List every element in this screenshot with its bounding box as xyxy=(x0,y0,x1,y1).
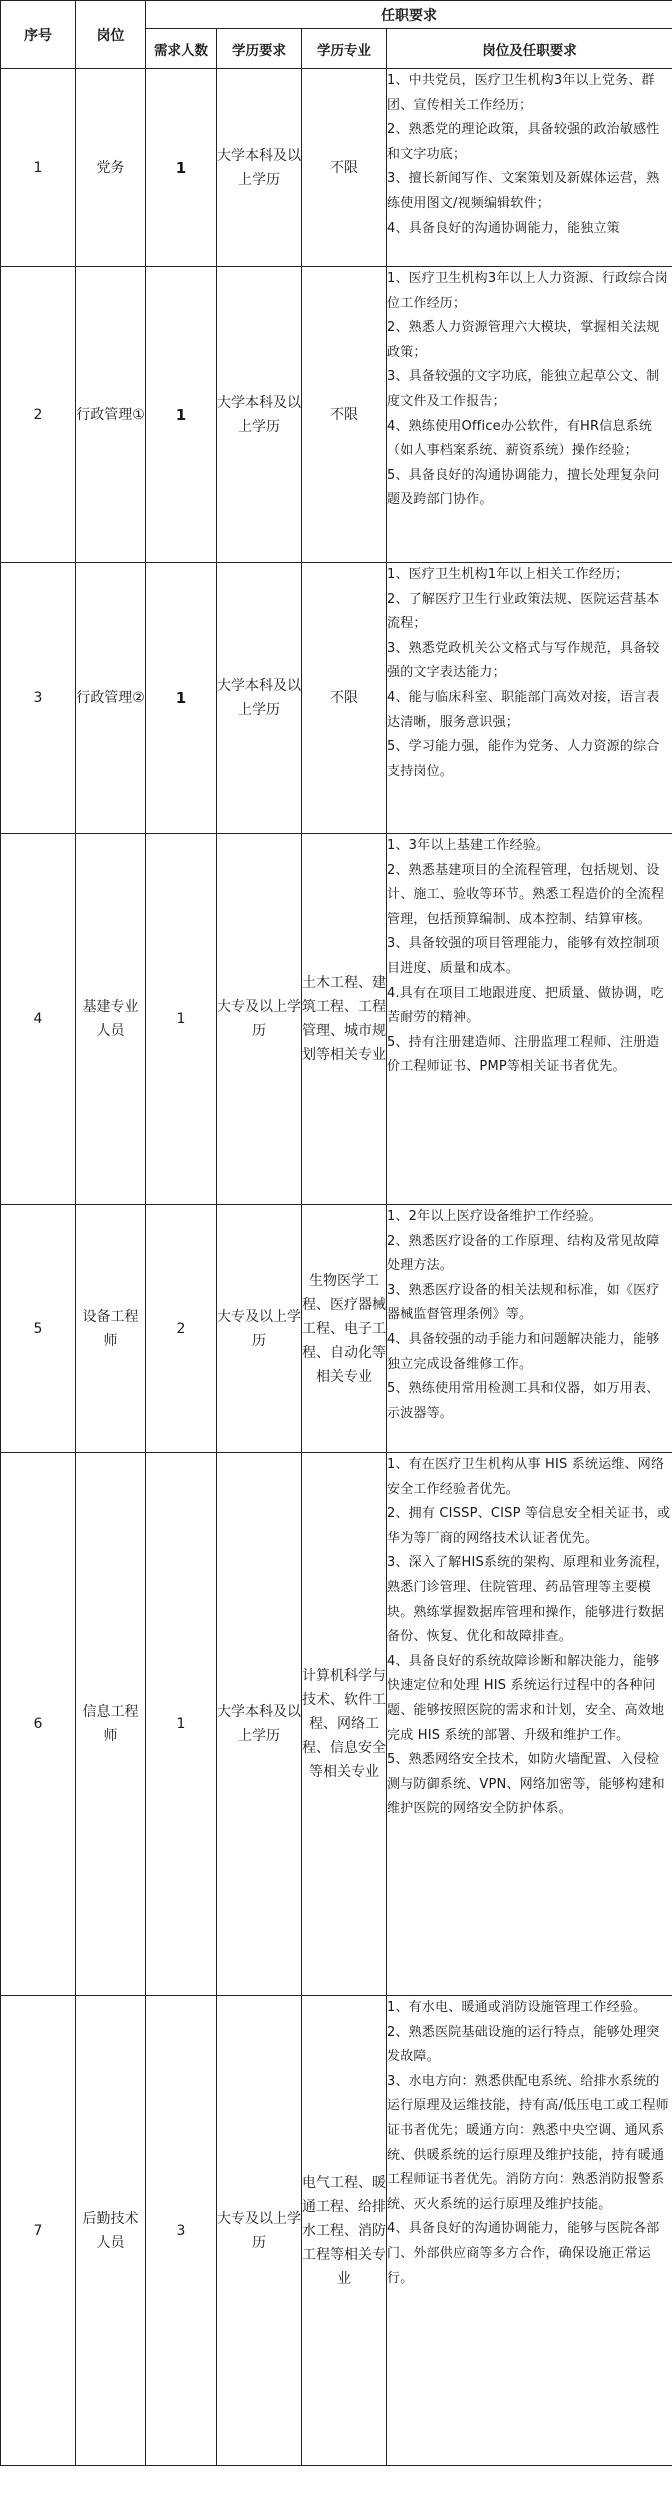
requirement-line: 3、具备较强的项目管理能力，能够有效控制项目进度、质量和成本。 xyxy=(387,936,660,976)
row-requirements xyxy=(387,563,672,834)
row-requirements xyxy=(387,1996,672,2466)
row-major: 生物医学工程、医疗器械工程、电子工程、自动化等相关专业 xyxy=(302,1205,387,1453)
requirement-line: 5、熟悉网络安全技术，如防火墙配置、入侵检测与防御系统、VPN、网络加密等，能够构建和维护医院的网络安全防护体系。 xyxy=(387,1752,665,1817)
requirement-line: 3、具备较强的文字功底，能独立起草公文、制度文件及工作报告； xyxy=(387,369,660,409)
row-requirements xyxy=(387,1205,672,1453)
requirement-line: 3、擅长新闻写作、文案策划及新媒体运营，熟练使用图文/视频编辑软件； xyxy=(387,171,660,211)
row-headcount: 1 xyxy=(146,267,217,563)
requirement-line: 2、了解医疗卫生行业政策法规、医院运营基本流程； xyxy=(387,591,660,632)
requirement-line: 2、熟悉医疗设备的工作原理、结构及常见故障处理方法。 xyxy=(387,1233,660,1274)
row-headcount: 3 xyxy=(146,1996,217,2466)
requirement-line: 3、熟悉医疗设备的相关法规和标准，如《医疗器械监督管理条例》等。 xyxy=(387,1282,660,1323)
row-index: 3 xyxy=(1,563,76,834)
row-headcount: 1 xyxy=(146,563,217,834)
row-education: 大专及以上学历 xyxy=(217,1996,302,2466)
row-major: 土木工程、建筑工程、工程管理、城市规划等相关专业 xyxy=(302,834,387,1205)
row-position: 党务 xyxy=(76,69,146,267)
row-headcount: 1 xyxy=(146,1453,217,1996)
table-row xyxy=(1,563,672,834)
row-major: 电气工程、暖通工程、给排水工程、消防工程等相关专业 xyxy=(302,1996,387,2466)
requirement-line: 4、具备良好的系统故障诊断和解决能力，能够快速定位和处理 HIS 系统运行过程中的各种问题、能够按照医院的需求和计划，安全、高效地完成 HIS 系统的部署、升级和维护工作。 xyxy=(387,1653,665,1743)
col-education-header: 学历要求 xyxy=(217,29,302,69)
row-education: 大学本科及以上学历 xyxy=(217,563,302,834)
row-position: 行政管理② xyxy=(76,563,146,834)
row-requirements xyxy=(387,1453,672,1996)
col-headcount-header: 需求人数 xyxy=(146,29,217,69)
row-headcount: 2 xyxy=(146,1205,217,1453)
row-headcount: 1 xyxy=(146,69,217,267)
row-index: 5 xyxy=(1,1205,76,1453)
requirement-line: 4、具备良好的沟通协调能力，能独立策 xyxy=(387,220,620,236)
row-index: 1 xyxy=(1,69,76,267)
requirement-line: 3、水电方向：熟悉供配电系统、给排水系统的运行原理及运维技能，持有高/低压电工或工程师证书者优先；暖通方向：熟悉中央空调、通风系统、供暖系统的运行原理及维护技能，持有暖通工程师证书者优先。消防方向：熟悉消防报警系统、灭火系统的运行原理及维护技能。 xyxy=(387,2073,669,2212)
table-row xyxy=(1,1205,672,1453)
row-education: 大专及以上学历 xyxy=(217,1205,302,1453)
row-requirements xyxy=(387,69,672,267)
row-requirements xyxy=(387,834,672,1205)
col-group-header: 任职要求 xyxy=(146,1,672,29)
requirement-line: 3、熟悉党政机关公文格式与写作规范，具备较强的文字表达能力； xyxy=(387,640,660,681)
row-position: 后勤技术人员 xyxy=(76,1996,146,2466)
row-major: 不限 xyxy=(302,267,387,563)
requirement-line: 1、有在医疗卫生机构从事 HIS 系统运维、网络安全工作经验者优先。 xyxy=(387,1457,665,1497)
row-education: 大学本科及以上学历 xyxy=(217,1453,302,1996)
table-row xyxy=(1,1453,672,1996)
row-education: 大学本科及以上学历 xyxy=(217,69,302,267)
row-index: 2 xyxy=(1,267,76,563)
requirement-line: 2、熟悉人力资源管理六大模块，掌握相关法规政策； xyxy=(387,320,660,360)
row-position: 行政管理① xyxy=(76,267,146,563)
row-index: 4 xyxy=(1,834,76,1205)
requirement-line: 1、2年以上医疗设备维护工作经验。 xyxy=(387,1209,602,1224)
col-major-header: 学历专业 xyxy=(302,29,387,69)
row-education: 大学本科及以上学历 xyxy=(217,267,302,563)
table-row xyxy=(1,1996,672,2466)
requirement-line: 5、具备良好的沟通协调能力，擅长处理复杂问题及跨部门协作。 xyxy=(387,467,660,508)
row-major: 不限 xyxy=(302,563,387,834)
row-position: 基建专业人员 xyxy=(76,834,146,1205)
requirement-line: 4、能与临床科室、职能部门高效对接，语言表达清晰，服务意识强； xyxy=(387,689,660,730)
requirement-line: 2、熟悉党的理论政策，具备较强的政治敏感性和文字功底； xyxy=(387,122,660,162)
requirement-line: 1、有水电、暖通或消防设施管理工作经验。 xyxy=(387,2000,647,2015)
requirement-line: 4、熟练使用Office办公软件，有HR信息系统（如人事档案系统、薪资系统）操作经验； xyxy=(387,418,653,459)
requirement-line: 1、医疗卫生机构3年以上人力资源、行政综合岗位工作经历； xyxy=(387,271,668,311)
row-major: 不限 xyxy=(302,69,387,267)
requirement-line: 2、熟悉基建项目的全流程管理，包括规划、设计、施工、验收等环节。熟悉工程造价的全流程管理，包括预算编制、成本控制、结算审核。 xyxy=(387,862,665,927)
table-row xyxy=(1,834,672,1205)
col-requirements-header: 岗位及任职要求 xyxy=(387,29,672,69)
header-row-top xyxy=(1,1,672,29)
row-major: 计算机科学与技术、软件工程、网络工程、信息安全等相关专业 xyxy=(302,1453,387,1996)
row-index: 7 xyxy=(1,1996,76,2466)
requirement-line: 2、熟悉医院基础设施的运行特点，能够处理突发故障。 xyxy=(387,2024,660,2065)
col-position-header: 岗位 xyxy=(76,1,146,69)
table-row xyxy=(1,267,672,563)
requirement-line: 2、拥有 CISSP、CISP 等信息安全相关证书，或华为等厂商的网络技术认证者优先。 xyxy=(387,1506,671,1546)
row-position: 设备工程师 xyxy=(76,1205,146,1453)
requirement-line: 4、具备较强的动手能力和问题解决能力，能够独立完成设备维修工作。 xyxy=(387,1331,660,1372)
row-education: 大专及以上学历 xyxy=(217,834,302,1205)
row-index: 6 xyxy=(1,1453,76,1996)
requirement-line: 4.具有在项目工地跟进度、把质量、做协调，吃苦耐劳的精神。 xyxy=(387,985,664,1026)
requirement-line: 5、持有注册建造师、注册监理工程师、注册造价工程师证书、PMP等相关证书者优先。 xyxy=(387,1034,660,1075)
requirement-line: 1、医疗卫生机构1年以上相关工作经历； xyxy=(387,567,629,582)
col-index-header: 序号 xyxy=(1,1,76,69)
requirement-line: 3、深入了解HIS系统的架构、原理和业务流程，熟悉门诊管理、住院管理、药品管理等主要模块。熟练掌握数据库管理和操作，能够进行数据备份、恢复、优化和故障排查。 xyxy=(387,1555,669,1645)
requirement-line: 1、中共党员，医疗卫生机构3年以上党务、群团、宣传相关工作经历； xyxy=(387,73,655,113)
row-position: 信息工程师 xyxy=(76,1453,146,1996)
table-row xyxy=(1,69,672,267)
requirement-line: 5、熟练使用常用检测工具和仪器，如万用表、示波器等。 xyxy=(387,1381,660,1421)
requirement-line: 4、具备良好的沟通协调能力，能够与医院各部门、外部供应商等多方合作，确保设施正常运行。 xyxy=(387,2221,660,2286)
row-requirements xyxy=(387,267,672,563)
requirement-line: 5、学习能力强，能作为党务、人力资源的综合支持岗位。 xyxy=(387,739,660,779)
row-headcount: 1 xyxy=(146,834,217,1205)
requirement-line: 1、3年以上基建工作经验。 xyxy=(387,838,550,853)
